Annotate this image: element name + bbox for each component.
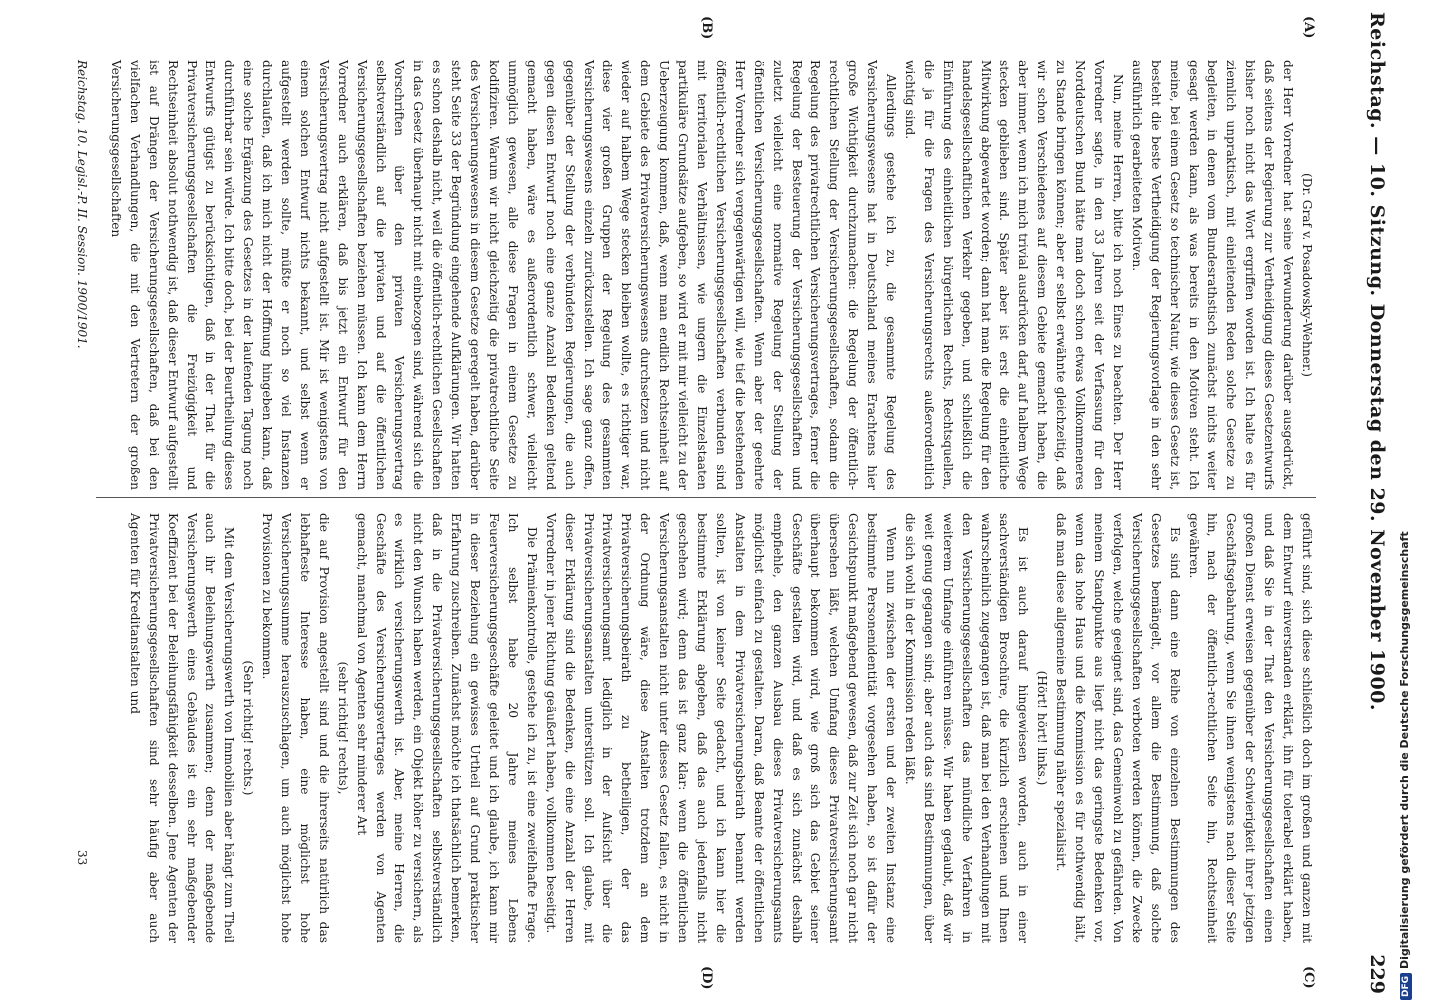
- interjection: (sehr richtig! rechts),: [335, 661, 350, 795]
- paragraph: der Herr Vorredner hat seine Verwunderung darüber ausgedrückt, daß seitens der Regierung zur Vertheidigung dieses Gesetzentwurfs bisher noch nicht das Wort ergriffen worden ist. Ich halte es für ziemlich unpraktisch, mit einleitenden Reden solche Gesetze zu begleiten, in denen vom Bundesrathstisch zunächst nichts weiter gesagt werden kann, als was bereits in den Motiven steht. Ich meine, bei einem Gesetz so technischer Natur, wie dieses Gesetz ist, besteht die beste Vertheidigung der Regierungsvorlage in den sehr ausführlich gearbeiteten Motiven.: [1129, 60, 1296, 490]
- digitization-text: Digitalisierung gefördert durch die Deutsche Forschungsgemeinschaft: [1398, 531, 1411, 969]
- dfg-logo-icon: DFG: [1400, 973, 1412, 1000]
- margin-marker-b: (B): [699, 16, 714, 40]
- paragraph: Wenn nun zwischen der ersten und der zweiten Instanz eine bestimmte Personenidentität vorgesehen haben, so ist dafür der Gesichtspunkt maßgebend gewesen, daß zur Zeit sich noch gar nicht übersehen läßt, welchen Umfang dieses Privatversicherungsamt überhaupt bekommen wird, wie groß sich das Gebiet seiner Geschäfte gestalten wird, und daß es sich zunächst deshalb empfiehle, den ganzen Ausbau dieses Privatversicherungsamts möglichst einfach zu gestalten. Daran, daß Beamte der öffentlichen Anstalten in dem Privatversicherungsbeirath benannt werden sollten, ist von keiner Seite gedacht, und ich kann hier die bestimmte Erklärung abgeben, daß das auch jedenfalls nicht geschehen wird; denn das ist ganz klar: wenn die öffentlichen Versicherungsanstalten nicht unter dieses Gesetz fallen, es nicht in der Ordnung wäre, diese Anstalten trotzdem an dem Privatversicherungsbeirath zu betheiligen, der das Privatversicherungsamt lediglich in der Aufsicht über die Privatversicherungsanstalten unterstützen soll. Ich glaube, mit dieser Erklärung sind die Bedenken, die eine Anzahl der Herren Vorredner in jener Richtung geäußert haben, vollkommen beseitigt.: [543, 513, 899, 943]
- paragraph: Mit dem Versicherungswerth von Immobilien aber hängt zum Theil auch ihr Beleihungswerth zusammen; denn der maßgebende Versicherungswerth eines Gebäudes ist ein sehr maßgebender Koeffizient bei der Beleihungsfähigkeit desselben. Jene Agenten der Privatversicherungsgesellschaften sind sehr häufig aber auch Agenten für Kreditanstalten und: [127, 513, 237, 943]
- column-divider: [96, 497, 1316, 498]
- interjection: (Hört! hört! links.): [1035, 670, 1050, 786]
- paragraph: Allerdings gestehe ich zu, die gesammte Regelung des Versicherungswesens hat in Deutschland meines Erachtens hier große Wichtigkeit durchzumachen: die Regelung der öffentlich-rechtlichen Stellung der Versicherungsgesellschaften, sodann die Regelung des privatrechtlichen Versicherungsvertrages, ferner die Regelung der Besteuerung der Versicherungsgesellschaften und zuletzt vielleicht eine normative Regelung der Stellung der öffentlichen Versicherungsgesellschaften. Wenn aber der geehrte Herr Vorredner sich vergegenwärtigen will, wie tief die bestehenden öffentlich-rechtlichen Versicherungsgesellschaften verbunden sind mit territorialen Verhältnissen, wie ungern die Einzelstaaten partikuläre Grundsätze aufgeben, so wird er mit mir vielleicht zu der Ueberzeugung kommen, daß, wenn man endlich Rechtseinheit auf dem Gebiete des Privatversicherungswesens durchsetzen und nicht wieder auf halbem Wege stecken bleiben wollte, es richtiger war, diese vier großen Gruppen der Regelung des gesammten Versicherungswesens einzeln zurückzustellen. Ich sage ganz offen, gegenüber der Stellung der verbündeten Regierungen, die auch gegen diesen Entwurf noch eine ganze Anzahl Bedenken geltend gemacht haben, wäre es außerordentlich schwer, vielleicht unmöglich gewesen, alle diese Fragen in einem Gesetze zu kodifiziren. Warum wir nicht gleichzeitig die privatrechtliche Seite des Versicherungswesens in diesem Gesetze geregelt haben, darüber steht Seite 33 der Begründung eingehende Aufklärungen. Wir hatten es schon deshalb nicht, weil die öffentlich-rechtlichen Gesellschaften in das Gesetz überhaupt nicht mit einbezogen sind, während sich die Vorschriften über den privaten Versicherungsvertrag selbstverständlich auf die privaten und auf die öffentlichen Versicherungsgesellschaften beziehen müssen. Ich kann dem Herrn Vorredner auch erklären, daß bis jetzt ein Entwurf für den Versicherungsvertrag nicht aufgestellt ist. Mir ist wenigstens von einem solchen Entwurf nichts bekannt, und selbst wenn er aufgestellt werden sollte, müßte er noch so viel Instanzen durchlaufen, daß ich mich nicht der Hoffnung hingeben kann, daß eine solche Ergänzung des Gesetzes in der laufenden Tagung noch durchführbar sein würde. Ich bitte doch, bei der Beurtheilung dieses Entwurfs gütigst zu berücksichtigen, daß in der That für die Privatversicherungsgesellschaften die Freizügigkeit und Rechtseinheit absolut nothwendig ist, daß dieser Entwurf aufgestellt ist auf Drängen der Versicherungsgesellschaften, daß bei den vielfachen Verhandlungen, die mit den Vertretern der großen Versicherungsgesellschaften: [108, 60, 899, 490]
- running-header: Reichstag. — 10. Sitzung. Donnerstag den 29. November 1900.: [1366, 12, 1388, 712]
- paragraph: Die Prämienkontrolle, gestehe ich zu, ist eine zweifelhafte Frage. Ich selbst habe 20 Jahre meines Lebens Feuerversicherungsgeschäfte geleitet und ich glaube, ich kann mir in dieser Beziehung ein gewisses Urtheil auf Grund praktischer Erfahrung zuschreiben. Zunächst möchte ich thatsächlich bemerken, daß in die Privatversicherungsgesellschaften selbstverständlich nicht den Wunsch haben werden, ein Objekt höher zu versichern, als es wirklich versicherungswerth ist. Aber, meine Herren, die Geschäfte des Versicherungsvertrages werden von Agenten gemacht, manchmal von Agenten sehr minderer Art: [354, 513, 539, 943]
- left-text-column: [108, 60, 1316, 490]
- paragraph: die auf Provision angestellt sind und die ihrerseits natürlich das lebhafteste Interesse haben, eine möglichst hohe Versicherungssumme herauszuschlagen, um auch möglichst hohe Provisionen zu bekommen.: [260, 513, 331, 943]
- margin-marker-d: (D): [699, 966, 714, 990]
- footer-journal: Reichstag. 10. Legisl.-P. II. Session. 1900/1901.: [75, 60, 89, 349]
- speaker-line: (Dr. Graf v. Posadowsky-Wehner.): [1300, 172, 1314, 378]
- paragraph: Es ist auch darauf hingewiesen worden, auch in einer sachverständigen Broschüre, die kürzlich erschienen und Ihnen wahrscheinlich zugegangen ist, daß man bei den Verhandlungen mit den Versicherungsgesellschaften das mündliche Verfahren in weiterem Umfange einführen müsse. Wir haben geglaubt, daß wir weit genug gegangen sind; aber auch das sind Bestimmungen, über die sich wohl in der Kommission reden läßt.: [902, 513, 1031, 943]
- margin-marker-c: (C): [1301, 966, 1316, 989]
- margin-marker-a: (A): [1301, 16, 1316, 39]
- page-number: 229: [1366, 954, 1388, 994]
- right-text-column: [116, 513, 1316, 943]
- paragraph: Es sind dann eine Reihe von einzelnen Bestimmungen des Gesetzes bemängelt, vor allem die Bestimmung, daß solche Versicherungsgesellschaften verboten werden können, die Zwecke verfolgen, welche geeignet sind, das Gemeinwohl zu gefährden. Von meinem Standpunkte aus liegt nicht das geringste Bedenken vor, wenn das hohe Haus und die Kommission es für nothwendig hält, daß man diese allgemeine Bestimmung näher spezialisirt.: [1054, 513, 1182, 943]
- paragraph: geführt sind, sich diese schließlich doch im großen und ganzen mit dem Entwurf einverstanden erklärt, ihn für tolerabel erklärt haben, und daß Sie in der That den Versicherungsgesellschaften einen großen Dienst erweisen gegenüber der Schwierigkeit ihrer jetzigen Geschäftsgebahrung, wenn Sie ihnen wenigstens nach dieser Seite hin, nach der öffentlich-rechtlichen Seite hin, Rechtseinheit gewähren.: [1186, 513, 1314, 943]
- paragraph: Nun, meine Herren, bitte ich noch Eines zu beachten. Der Herr Vorredner sagte, in den 33 Jahren seit der Verfassung für den Norddeutschen Bund hätte man doch schon etwas Vollkommeneres zu Stande bringen können; aber er selbst erwähnte gleichzeitig, daß wir schon Verschiedenes auf diesem Gebiete gemacht haben, die aber immer, wenn ich mich trivial ausdrücken darf, auf halbem Wege stecken geblieben sind. Später aber ist erst die einheitliche Mitwirkung abgewartet worden; dann hat man die Regelung für den handelsgesellschaftlichen Verkehr gegeben, und schließlich die Einführung des einheitlichen bürgerlichen Rechts, Rechtsquellen, die ja für die Fragen des Versicherungsrechts außerordentlich wichtig sind.: [902, 60, 1125, 490]
- interjection: (Sehr richtig! rechts.): [241, 660, 256, 796]
- digitization-note: [1398, 0, 1412, 1000]
- footer-signature: 33: [75, 850, 89, 866]
